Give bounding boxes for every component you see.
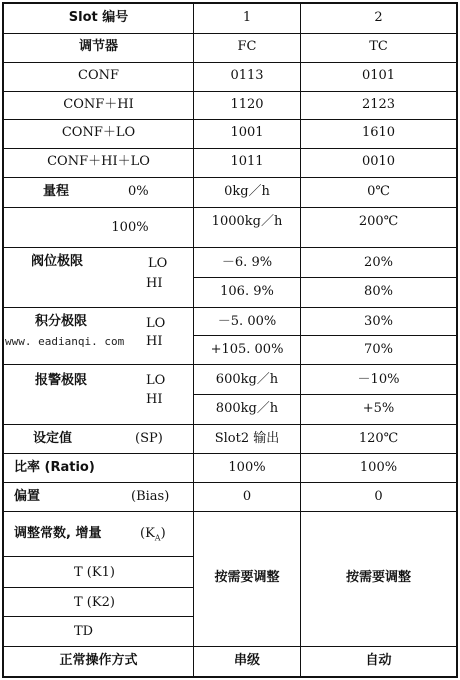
valve-lo-slot-1: －6. 9% [221, 255, 273, 270]
integral-lo-slot-2: 30% [364, 314, 393, 329]
bias-abbr: (Bias) [131, 489, 170, 504]
ratio-slot-1: 100% [228, 460, 266, 475]
alarm-limit-hi: HI [146, 392, 163, 407]
conf-slot-2: 0101 [361, 68, 396, 83]
alarm-lo-slot-1: 600kg／h [215, 372, 279, 387]
operation-mode-slot-1: 串级 [233, 653, 260, 668]
tuning-k-symbol: $(K_A)$ [140, 526, 166, 543]
integral-lo-slot-1: －5. 00% [217, 314, 277, 329]
ratio-label: 比率 (Ratio) [14, 460, 95, 475]
row-divider [2, 148, 458, 149]
operation-mode-slot-2: 自动 [365, 653, 392, 668]
setpoint-slot-1: Slot2 输出 [214, 431, 280, 446]
row-divider [2, 247, 458, 248]
sub-row-divider [2, 616, 193, 617]
regulator-label: 调节器 [78, 39, 118, 54]
tuning-td: TD [74, 624, 94, 639]
conf-hi-lo-slot-2: 0010 [361, 154, 396, 169]
tuning-slot-2: 按需要调整 [345, 570, 411, 585]
range-0-percent: 0% [128, 184, 149, 199]
conf-hi-slot-2: 2123 [361, 97, 396, 112]
integral-limit-hi: HI [146, 334, 163, 349]
row-divider [2, 62, 458, 63]
range-100-percent: 100% [111, 220, 149, 235]
header-slot-1: 1 [242, 10, 252, 25]
conf-hi-lo-slot-1: 1011 [230, 154, 264, 169]
sub-row-divider [193, 394, 458, 395]
alarm-hi-slot-2: +5% [362, 401, 395, 416]
header-slot-2: 2 [374, 10, 383, 25]
regulator-slot-1: FC [237, 39, 257, 54]
watermark-text: www. eadianqi. com [5, 335, 125, 348]
alarm-lo-slot-2: －10% [357, 372, 400, 387]
ratio-slot-2: 100% [359, 460, 398, 475]
bias-slot-2: 0 [374, 489, 383, 504]
range-label: 量程 [43, 184, 70, 199]
tuning-slot-1: 按需要调整 [214, 570, 280, 585]
valve-limit-lo: LO [148, 256, 168, 271]
row-divider [2, 33, 458, 34]
conf-hi-label: CONF＋HI [63, 97, 134, 112]
conf-slot-1: 0113 [230, 68, 264, 83]
integral-limit-lo: LO [146, 316, 166, 331]
integral-hi-slot-2: 70% [364, 342, 393, 357]
regulator-slot-2: TC [369, 39, 388, 54]
conf-lo-slot-2: 1610 [361, 125, 396, 140]
range-100-slot-1: 1000kg／h [211, 214, 283, 229]
bias-label: 偏置 [14, 489, 41, 504]
valve-hi-slot-1: 106. 9% [220, 284, 274, 299]
row-divider [2, 177, 458, 178]
valve-lo-slot-2: 20% [364, 255, 393, 270]
alarm-hi-slot-1: 800kg／h [215, 401, 279, 416]
valve-limit-label: 阀位极限 [31, 254, 84, 269]
row-divider [2, 482, 458, 483]
conf-lo-label: CONF＋LO [61, 125, 136, 140]
conf-label: CONF [78, 68, 119, 83]
sub-row-divider [193, 335, 458, 336]
alarm-limit-lo: LO [146, 373, 166, 388]
bias-slot-1: 0 [242, 489, 252, 504]
tuning-constants-label: 调整常数, 增量 [14, 526, 102, 541]
alarm-limit-label: 报警极限 [35, 373, 88, 388]
range-0-slot-2: 0℃ [367, 184, 390, 199]
operation-mode-label: 正常操作方式 [59, 653, 138, 668]
row-divider [2, 207, 458, 208]
conf-hi-lo-label: CONF＋HI＋LO [47, 154, 150, 169]
row-divider [2, 119, 458, 120]
row-divider [2, 511, 458, 512]
row-divider [2, 91, 458, 92]
sub-row-divider [2, 587, 193, 588]
row-divider [2, 646, 458, 647]
conf-hi-slot-1: 1120 [230, 97, 264, 112]
integral-hi-slot-1: +105. 00% [210, 342, 284, 357]
sub-row-divider [193, 277, 458, 278]
table-border-right [456, 2, 458, 678]
row-divider [2, 364, 458, 365]
range-0-slot-1: 0kg／h [224, 184, 270, 199]
row-divider [2, 307, 458, 308]
integral-limit-label: 积分极限 [35, 314, 88, 329]
table-border-top [2, 2, 458, 4]
setpoint-slot-2: 120℃ [358, 431, 399, 446]
tuning-t-k1: T (K1) [74, 565, 115, 580]
row-divider [2, 453, 458, 454]
sub-row-divider [2, 556, 193, 557]
conf-lo-slot-1: 1001 [230, 125, 264, 140]
valve-hi-slot-2: 80% [364, 284, 393, 299]
table-border-bottom [2, 676, 458, 678]
range-100-slot-2: 200℃ [358, 214, 399, 229]
setpoint-abbr: (SP) [135, 431, 163, 446]
row-divider [2, 424, 458, 425]
header-slot-label: Slot 编号 [68, 10, 129, 25]
valve-limit-hi: HI [146, 276, 163, 291]
setpoint-label: 设定值 [33, 431, 73, 446]
tuning-t-k2: T (K2) [74, 595, 115, 610]
